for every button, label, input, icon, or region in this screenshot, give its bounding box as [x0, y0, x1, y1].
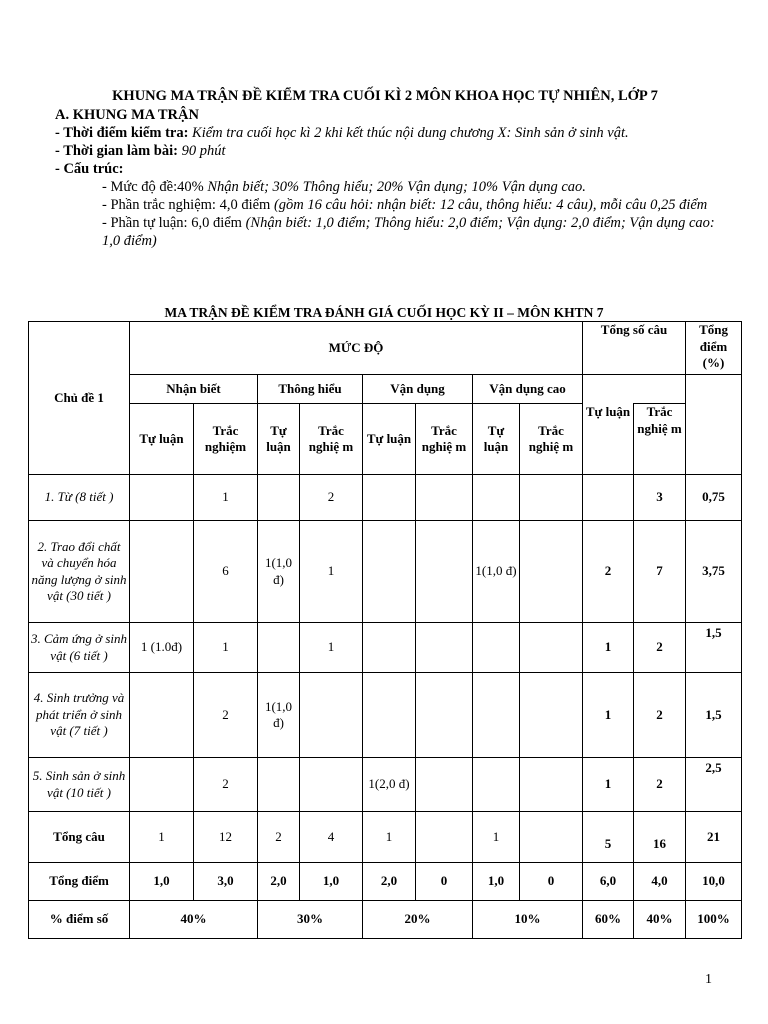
value-cell — [258, 623, 300, 673]
value-cell: 1 — [363, 812, 416, 863]
value-cell: 0,75 — [686, 475, 742, 521]
value-cell — [520, 475, 583, 521]
value-cell — [363, 475, 416, 521]
exam-time-line — [55, 124, 725, 142]
value-cell: 1 — [473, 812, 520, 863]
value-cell: 1 — [194, 623, 258, 673]
topic-header: Chủ đề 1 — [29, 322, 130, 475]
value-cell — [583, 475, 634, 521]
structure-item-mcq-detail: (gồm 16 câu hỏi: nhận biết: 12 câu, thông hiểu: 4 câu), mỗi câu 0,25 điểm — [270, 197, 708, 213]
value-cell: 2 — [634, 673, 686, 758]
value-cell: 1,5 — [686, 623, 742, 673]
header-blank-score — [686, 375, 742, 475]
structure-item-mcq-prefix: - Phần trắc nghiệm: 4,0 điểm — [102, 197, 271, 213]
sub-mcq: Trắc nghiệ m — [634, 404, 686, 475]
level-recognize: Nhận biết — [130, 375, 258, 404]
duration-line — [55, 142, 725, 160]
sub-mcq: Trắc nghiệ m — [520, 404, 583, 475]
value-cell — [300, 758, 363, 812]
total-score-row — [29, 863, 742, 901]
level-understand: Thông hiểu — [258, 375, 363, 404]
value-cell — [130, 521, 194, 623]
document-title: KHUNG MA TRẬN ĐỀ KIỂM TRA CUỐI KÌ 2 MÔN KHOA HỌC TỰ NHIÊN, LỚP 7 — [112, 88, 658, 104]
page-number: 1 — [705, 972, 712, 987]
value-cell: 1 — [583, 673, 634, 758]
value-cell — [520, 673, 583, 758]
value-cell — [473, 673, 520, 758]
value-cell — [416, 623, 473, 673]
header-row-3 — [29, 404, 742, 475]
value-cell: 1 — [300, 521, 363, 623]
value-cell: 2 — [634, 758, 686, 812]
value-cell: 1 — [130, 812, 194, 863]
value-cell: 1(1,0 đ) — [258, 673, 300, 758]
value-cell — [363, 623, 416, 673]
value-cell: 0 — [416, 863, 473, 901]
value-cell: 7 — [634, 521, 686, 623]
structure-item-essay-prefix: - Phần tự luận: 6,0 điểm — [102, 215, 242, 231]
value-cell — [300, 673, 363, 758]
value-cell — [416, 758, 473, 812]
value-cell — [473, 758, 520, 812]
percent-apply-high: 10% — [473, 901, 583, 939]
value-cell: 12 — [194, 812, 258, 863]
structure-item-mcq — [55, 196, 725, 214]
value-cell: 6 — [194, 521, 258, 623]
value-cell: 2,0 — [258, 863, 300, 901]
value-cell: 21 — [686, 812, 742, 863]
sub-mcq: Trắc nghiệ m — [416, 404, 473, 475]
header-blank — [583, 375, 686, 404]
value-cell: 2 — [300, 475, 363, 521]
intro-section — [55, 106, 725, 250]
sub-essay: Tự luận — [258, 404, 300, 475]
sub-mcq: Trắc nghiệ m — [300, 404, 363, 475]
value-cell: 2 — [258, 812, 300, 863]
topic-cell: 3. Cảm ứng ở sinh vật (6 tiết ) — [29, 623, 130, 673]
total-questions-row — [29, 812, 742, 863]
level-apply: Vận dụng — [363, 375, 473, 404]
value-cell — [416, 812, 473, 863]
exam-time-value: Kiểm tra cuối học kì 2 khi kết thúc nội dung chương X: Sinh sản ở sinh vật. — [188, 125, 629, 141]
table-row — [29, 521, 742, 623]
percent-row — [29, 901, 742, 939]
value-cell — [416, 475, 473, 521]
sub-essay: Tự luận — [473, 404, 520, 475]
topic-cell: 2. Trao đổi chất và chuyển hóa năng lượng ở sinh vật (30 tiết ) — [29, 521, 130, 623]
structure-item-essay-detail: (Nhận biết: 1,0 điểm; Thông hiểu: 2,0 điểm; Vận dụng: 2,0 điểm; Vận dụng cao: 1,0 điểm) — [102, 215, 715, 249]
matrix-title: MA TRẬN ĐỀ KIỂM TRA ĐÁNH GIÁ CUỐI HỌC KỲ II – MÔN KHTN 7 — [164, 305, 604, 320]
percent-essay: 60% — [583, 901, 634, 939]
value-cell: 3 — [634, 475, 686, 521]
value-cell: 2 — [583, 521, 634, 623]
value-cell — [130, 673, 194, 758]
table-row — [29, 758, 742, 812]
value-cell — [473, 623, 520, 673]
value-cell: 1 — [300, 623, 363, 673]
value-cell: 1 (1.0đ) — [130, 623, 194, 673]
value-cell: 1(2,0 đ) — [363, 758, 416, 812]
table-row — [29, 475, 742, 521]
value-cell — [258, 475, 300, 521]
value-cell — [416, 521, 473, 623]
total-questions-header: Tổng số câu — [583, 322, 686, 375]
value-cell: 1,0 — [130, 863, 194, 901]
value-cell: 2,0 — [363, 863, 416, 901]
total-score-header: Tổng điểm (%) — [686, 322, 742, 375]
value-cell: 1,5 — [686, 673, 742, 758]
sub-essay: Tự luận — [583, 404, 634, 475]
total-questions-label: Tổng câu — [29, 812, 130, 863]
structure-item-essay — [55, 214, 725, 250]
value-cell — [520, 521, 583, 623]
value-cell — [363, 521, 416, 623]
value-cell: 1,0 — [473, 863, 520, 901]
sub-mcq: Trắc nghiệm — [194, 404, 258, 475]
value-cell: 4 — [300, 812, 363, 863]
value-cell: 1(1,0 đ) — [473, 521, 520, 623]
value-cell: 1 — [583, 758, 634, 812]
total-score-label: Tổng điểm — [29, 863, 130, 901]
topic-cell: 1. Từ (8 tiết ) — [29, 475, 130, 521]
header-row-1 — [29, 322, 742, 375]
value-cell — [258, 758, 300, 812]
topic-cell: 4. Sinh trưởng và phát triển ở sinh vật (7 tiết ) — [29, 673, 130, 758]
section-a-heading: A. KHUNG MA TRẬN — [55, 107, 199, 123]
value-cell: 5 — [583, 812, 634, 863]
value-cell: 10,0 — [686, 863, 742, 901]
value-cell: 2 — [634, 623, 686, 673]
percent-apply: 20% — [363, 901, 473, 939]
header-row-2 — [29, 375, 742, 404]
percent-understand: 30% — [258, 901, 363, 939]
percent-label: % điểm số — [29, 901, 130, 939]
value-cell: 16 — [634, 812, 686, 863]
percent-recognize: 40% — [130, 901, 258, 939]
value-cell: 1(1,0 đ) — [258, 521, 300, 623]
value-cell — [130, 475, 194, 521]
value-cell: 3,75 — [686, 521, 742, 623]
value-cell — [416, 673, 473, 758]
table-row — [29, 623, 742, 673]
value-cell — [520, 623, 583, 673]
exam-matrix-table — [28, 321, 742, 939]
sub-essay: Tự luận — [130, 404, 194, 475]
structure-label: - Cấu trúc: — [55, 161, 124, 177]
percent-mcq: 40% — [634, 901, 686, 939]
value-cell: 1 — [194, 475, 258, 521]
value-cell: 2 — [194, 673, 258, 758]
value-cell: 6,0 — [583, 863, 634, 901]
value-cell — [520, 812, 583, 863]
structure-item-level — [55, 178, 725, 196]
structure-item-level-detail: Nhận biết; 30% Thông hiểu; 20% Vận dụng; 10% Vận dụng cao. — [203, 179, 586, 195]
value-cell: 1 — [583, 623, 634, 673]
exam-time-label: - Thời điểm kiểm tra: — [55, 125, 189, 141]
topic-cell: 5. Sinh sản ở sinh vật (10 tiết ) — [29, 758, 130, 812]
duration-label: - Thời gian làm bài: — [55, 143, 178, 159]
value-cell: 2,5 — [686, 758, 742, 812]
table-row — [29, 673, 742, 758]
level-header: MỨC ĐỘ — [130, 322, 583, 375]
value-cell — [520, 758, 583, 812]
value-cell — [473, 475, 520, 521]
percent-total: 100% — [686, 901, 742, 939]
value-cell — [363, 673, 416, 758]
value-cell: 2 — [194, 758, 258, 812]
value-cell: 3,0 — [194, 863, 258, 901]
value-cell — [130, 758, 194, 812]
value-cell: 1,0 — [300, 863, 363, 901]
value-cell: 4,0 — [634, 863, 686, 901]
level-apply-high: Vận dụng cao — [473, 375, 583, 404]
structure-item-level-prefix: - Mức độ đề:40% — [102, 179, 204, 195]
sub-essay: Tự luận — [363, 404, 416, 475]
value-cell: 0 — [520, 863, 583, 901]
duration-value: 90 phút — [177, 143, 226, 159]
